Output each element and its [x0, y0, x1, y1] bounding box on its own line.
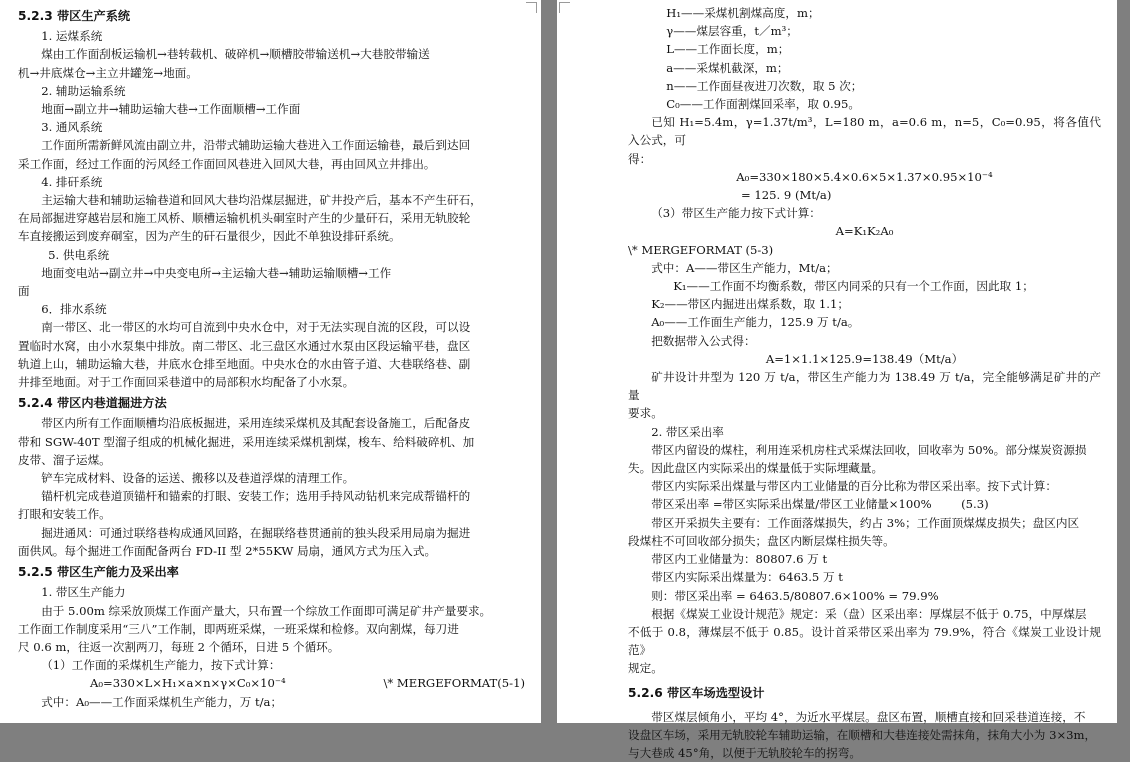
text-line: 置临时水窝，由小水泵集中排放。南二带区、北三盘区水通过水泵由区段运输平巷，盘区 [18, 338, 471, 353]
formula-text: A₀=330×L×H₁×a×n×γ×C₀×10⁻⁴ [90, 676, 286, 691]
text-line: 带区开采损失主要有：工作面落煤损失，约占 3%；工作面顶煤煤皮损失；盘区内区 [651, 515, 1080, 530]
text-line: 皮带、溜子运煤。 [18, 452, 111, 467]
text-line: 失。因此盘区内实际采出的煤量低于实际埋藏量。 [628, 461, 884, 476]
text-line: 则：带区采出率 = 6463.5/80807.6×100% = 79.9% [651, 588, 939, 603]
text-line: 规定。 [628, 661, 663, 676]
text-line: 南一带区、北一带区的水均可自流到中央水仓中，对于无法实现自流的区段，可以设 [41, 320, 471, 335]
text-line: A₀——工作面生产能力，125.9 万 t/a。 [651, 315, 860, 330]
text-line: 在局部掘进穿越岩层和施工风桥、顺槽运输机机头硐室时产生的少量矸石，采用无轨胶轮 [18, 211, 471, 226]
text-line: 不低于 0.8，薄煤层不低于 0.85。设计首采带区采出率为 79.9%，符合《煤炭工业设计规范》 [628, 624, 1101, 658]
text-line: 面 [18, 284, 30, 299]
text-line: 带区内实际采出煤量与带区内工业储量的百分比称为带区采出率。按下式计算： [651, 479, 1057, 494]
text-line: 尺 0.6 m，往返一次割两刀，每班 2 个循环，日进 5 个循环。 [18, 639, 340, 654]
text-line: 已知 H₁=5.4m，γ=1.37t/m³，L=180 m，a=0.6 m，n=5，C₀=0.95，将各值代入公式，可 [628, 115, 1101, 148]
text-line: 设盘区车场，采用无轨胶轮车辅助运输，在顺槽和大巷连接处需抹角，抹角大小为 3×3m， [628, 727, 1097, 742]
text-line: 带区内工业储量为：80807.6 万 t [651, 552, 828, 567]
text-line: 段煤柱不可回收部分损失；盘区内断层煤柱损失等。 [628, 533, 895, 548]
text-line: 3. 通风系统 [41, 120, 103, 135]
text-line: 6．排水系统 [41, 302, 107, 317]
text-line: 锚杆机完成巷道顶锚杆和锚索的打眼、安装工作；选用手持风动钻机来完成帮锚杆的 [41, 489, 471, 504]
text-line: 打眼和安装工作。 [18, 507, 111, 522]
text-line: L——工作面长度，m； [666, 42, 790, 57]
text-line: 机→井底煤仓→主立井罐笼→地面。 [18, 65, 198, 80]
text-line: 2. 带区采出率 [651, 424, 724, 439]
text-line: H₁——采煤机割煤高度，m； [666, 6, 820, 20]
text-line: 把数据带入公式得： [651, 333, 756, 348]
formula-text: A=K₁K₂A₀ [835, 224, 894, 239]
text-line: 1. 带区生产能力 [41, 585, 126, 600]
section-heading-5-2-6: 5.2.6 带区车场选型设计 [628, 685, 765, 700]
text-line: 掘进通风：可通过联络巷构成通风回路，在掘联络巷贯通前的独头段采用局扇为掘进 [41, 525, 471, 540]
text-line: 带区煤层倾角小，平均 4°，为近水平煤层。盘区布置，顺槽直接和回采巷道连接，不 [651, 709, 1086, 724]
text-line: 带和 SGW-40T 型溜子组成的机械化掘进，采用连续采煤机割煤，梭车、给料破碎机、加 [18, 434, 475, 449]
text-line: K₂——带区内掘进出煤系数，取 1.1； [651, 297, 849, 312]
text-line: 2. 辅助运输系统 [41, 83, 126, 98]
formula-text: A=1×1.1×125.9=138.49（Mt/a） [765, 351, 964, 366]
text-line: 地面→副立井→辅助运输大巷→工作面顺槽→工作面 [41, 102, 301, 117]
text-line: 工作面所需新鲜风流由副立井，沿带式辅助运输大巷进入工作面运输巷，最后到达回 [41, 138, 471, 153]
page-corner-mark [526, 2, 537, 13]
text-line: 要求。 [628, 406, 663, 421]
text-line: 采工作面，经过工作面的污风经工作面回风巷进入回风大巷，再由回风立井排出。 [18, 156, 436, 171]
text-line: 主运输大巷和辅助运输巷道和回风大巷均沿煤层掘进，矿井投产后，基本不产生矸石， [41, 193, 482, 208]
formula-result: = 125. 9 (Mt/a) [741, 188, 832, 203]
document-page-right [557, 0, 1117, 761]
text-line: 面供风。每个掘进工作面配备两台 FD-II 型 2*55KW 局扇，通风方式为压入式。 [18, 543, 437, 558]
formula-tag: \* MERGEFORMAT (5-3) [628, 242, 774, 257]
text-line: 矿井设计井型为 120 万 t/a，带区生产能力为 138.49 万 t/a，完全能够满足矿井的产量 [628, 370, 1101, 403]
text-line: 带区内实际采出煤量为：6463.5 万 t [651, 570, 843, 585]
text-line: 工作面工作制度采用“三八”工作制，即两班采煤，一班采煤和检修。双向割煤，每刀进 [18, 621, 459, 636]
text-line: （1）工作面的采煤机生产能力，按下式计算： [41, 658, 281, 673]
text-line: 轨道上山，辅助运输大巷，井底水仓排至地面。中央水仓的水由管子道、大巷联络巷、副 [18, 356, 471, 371]
text-line: K₁——工作面不均衡系数，带区内同采的只有一个工作面，因此取 1； [673, 279, 1034, 294]
section-heading-5-2-4: 5.2.4 带区内巷道掘进方法 [18, 396, 167, 411]
text-line: 得： [628, 151, 652, 166]
document-page-left [0, 0, 541, 723]
section-heading-5-2-5: 5.2.5 带区生产能力及采出率 [18, 565, 179, 580]
page-corner-mark [559, 2, 570, 13]
text-line: n——工作面昼夜进刀次数，取 5 次； [666, 78, 863, 93]
text-line: C₀——工作面割煤回采率，取 0.95。 [666, 97, 861, 112]
section-heading-5-2-3: 5.2.3 带区生产系统 [18, 9, 131, 23]
text-line: 式中：A₀——工作面采煤机生产能力，万 t/a； [41, 694, 283, 709]
text-line: 铲车完成材料、设备的运送、搬移以及巷道浮煤的清理工作。 [41, 471, 355, 486]
text-line: 煤由工作面刮板运输机→巷转载机、破碎机→顺槽胶带输送机→大巷胶带输送 [41, 47, 430, 62]
formula-5-1 [18, 674, 529, 692]
text-line: 地面变电站→副立井→中央变电所→主运输大巷→辅助运输顺槽→工作 [41, 265, 392, 280]
text-line: 车直接搬运到废弃硐室，因为产生的矸石量很少，因此不单独设排矸系统。 [18, 229, 401, 244]
formula-tag: \* MERGEFORMAT(5-1) [383, 676, 525, 691]
text-line: 根据《煤炭工业设计规范》规定：采（盘）区采出率：厚煤层不低于 0.75，中厚煤层 [651, 606, 1087, 621]
text-line: γ——煤层容重，t／m³； [666, 24, 798, 39]
text-line: 4. 排矸系统 [41, 174, 103, 189]
text-line: a——采煤机截深，m； [666, 60, 789, 75]
text-line: 带区内所有工作面顺槽均沿底板掘进，采用连续采煤机及其配套设备施工，后配备皮 [41, 416, 471, 431]
text-line: 与大巷成 45°角，以便于无轨胶轮车的拐弯。 [628, 746, 861, 761]
text-line: 5. 供电系统 [48, 247, 110, 262]
text-line: （3）带区生产能力按下式计算： [651, 206, 821, 221]
formula-5-3: 带区采出率 =带区实际采出煤量/带区工业储量×100% (5.3) [651, 497, 989, 512]
text-line: 带区内留设的煤柱，利用连采机房柱式采煤法回收，回收率为 50%。部分煤炭资源损 [651, 442, 1087, 457]
text-line: 井排至地面。对于工作面回采巷道中的局部积水均配备了小水泵。 [18, 375, 355, 390]
text-line: 式中：A——带区生产能力，Mt/a； [651, 260, 838, 275]
text-line: 由于 5.00m 综采放顶煤工作面产量大，只布置一个综放工作面即可满足矿井产量要求。 [41, 603, 492, 618]
text-line: 1. 运煤系统 [41, 29, 103, 44]
formula-text: A₀=330×180×5.4×0.6×5×1.37×0.95×10⁻⁴ [736, 169, 993, 184]
